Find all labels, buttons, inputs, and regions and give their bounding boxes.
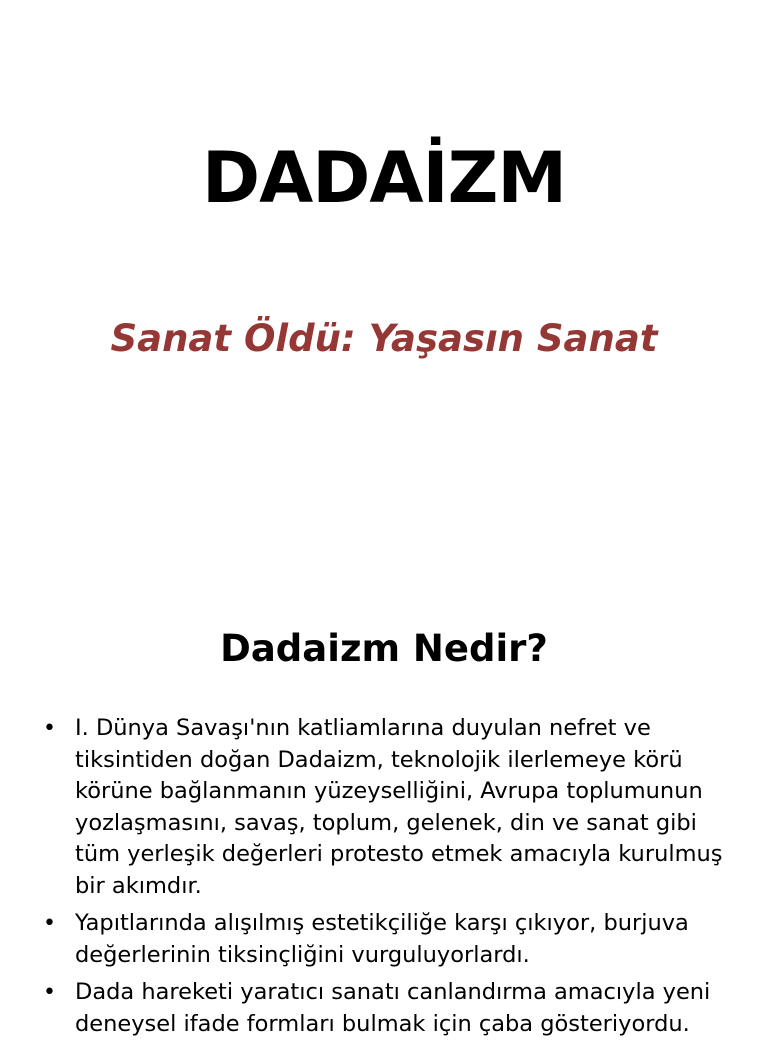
bullet-item	[40, 908, 740, 971]
bullet-text: Dada hareketi yaratıcı sanatı canlandırma amacıyla yeni deneysel ifade formları bulmak için çaba gösteriyordu.	[75, 979, 711, 1037]
bullet-list	[40, 713, 740, 1046]
section-heading: Dadaizm Nedir?	[220, 627, 548, 670]
bullet-item	[40, 713, 740, 902]
bullet-icon: •	[43, 716, 56, 741]
slide-title: DADAİZM	[201, 137, 567, 219]
bullet-item	[40, 977, 740, 1040]
bullet-icon: •	[43, 980, 56, 1005]
slide-subtitle: Sanat Öldü: Yaşasın Sanat	[110, 317, 658, 360]
bullet-text: I. Dünya Savaşı'nın katliamlarına duyulan nefret ve tiksintiden doğan Dadaizm, teknolojik ilerlemeye körü körüne bağlanmanın yüzeyselliğini, Avrupa toplumunun yozlaşmasını, savaş, toplum, gelenek, din ve sanat gibi tüm yerleşik değerleri protesto etmek amacıyla kurulmuş bir akımdır.	[75, 715, 723, 899]
bullet-text: Yapıtlarında alışılmış estetikçiliğe karşı çıkıyor, burjuva değerlerinin tiksinçliğini vurguluyorlardı.	[75, 910, 689, 968]
bullet-icon: •	[43, 911, 56, 936]
